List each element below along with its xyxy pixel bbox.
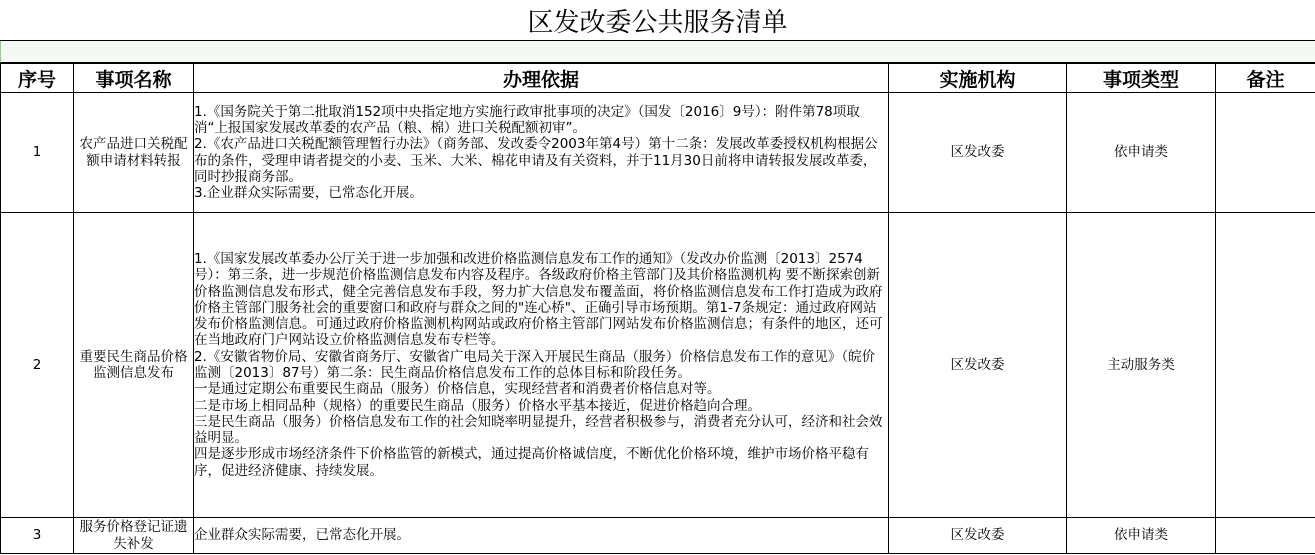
table-row [1,93,1315,213]
header-item-name[interactable]: 事项名称 [74,64,194,93]
cell-index[interactable]: 3 [1,518,74,554]
basis-line: 1.《国务院关于第二批取消152项中央指定地方实施行政审批事项的决定》（国发〔2016〕9号）：附件第78项取消“上报国家发展改革委的农产品（粮、棉）进口关税配额初审”。 [194,103,860,136]
basis-line: 四是逐步形成市场经济条件下价格监管的新模式，通过提高价格诚信度，不断优化价格环境，维护市场价格平稳有序，促进经济健康、持续发展。 [194,446,869,479]
cell-agency[interactable]: 区发改委 [889,213,1067,518]
header-type[interactable]: 事项类型 [1067,64,1216,93]
cell-note[interactable] [1216,213,1315,518]
cell-item-name[interactable]: 重要民生商品价格监测信息发布 [74,213,194,518]
cell-index[interactable]: 2 [1,213,74,518]
basis-line: 1.《国家发展改革委办公厅关于进一步加强和改进价格监测信息发布工作的通知》（发改办价监测〔2013〕2574号）：第三条，进一步规范价格监测信息发布内容及程序。各级政府价格主管部门及其价格监测机构 要不断探索创新价格监测信息发布形式，健全完善信息发布手段，努力扩大信息发布覆盖面，将价格监测信息发布工作打造成为政府价格主管部门服务社会的重要窗口和政府与群众之间的"连心桥"、正确引导市场预期。第1-7条规定：通过政府网站发布价格监测信息。可通过政府价格监测机构网站或政府价格主管部门网站发布价格监测信息；有条件的地区，还可在当地政府门户网站设立价格监测信息发布专栏等。 [194,250,883,349]
cell-type[interactable]: 依申请类 [1067,518,1216,554]
cell-basis[interactable] [194,93,889,213]
cell-index[interactable]: 1 [1,93,74,213]
cell-item-name[interactable]: 服务价格登记证遗失补发 [74,518,194,554]
header-index[interactable]: 序号 [1,64,74,93]
basis-line: 企业群众实际需要，已常态化开展。 [194,527,410,544]
cell-type[interactable]: 主动服务类 [1067,213,1216,518]
table-row [1,213,1315,518]
sheet-title[interactable]: 区发改委公共服务清单 [0,0,1315,41]
table-row [1,518,1315,554]
cell-basis[interactable] [194,518,889,554]
cell-item-name[interactable]: 农产品进口关税配额申请材料转报 [74,93,194,213]
service-list-table [0,63,1315,554]
basis-line: 二是市场上相同品种（规格）的重要民生商品（服务）价格水平基本接近，促进价格趋向合理。 [194,397,761,414]
basis-line: 三是民生商品（服务）价格信息发布工作的社会知晓率明显提升，经营者积极参与，消费者充分认可，经济和社会效益明显。 [194,413,883,447]
header-basis[interactable]: 办理依据 [194,64,889,93]
header-agency[interactable]: 实施机构 [889,64,1067,93]
basis-line: 2.《农产品进口关税配额管理暂行办法》（商务部、发改委令2003年第4号）第十二条：发展改革委授权机构根据公布的条件，受理申请者提交的小麦、玉米、大米、棉花申请及有关资料，并于11月30日前将申请转报发展改革委，同时抄报商务部。 [194,136,878,185]
basis-line: 一是通过定期公布重要民生商品（服务）价格信息，实现经营者和消费者价格信息对等。 [194,381,721,398]
cell-agency[interactable]: 区发改委 [889,93,1067,213]
empty-row[interactable] [0,41,1315,63]
cell-type[interactable]: 依申请类 [1067,93,1216,213]
table-header-row [1,64,1315,93]
cell-basis[interactable] [194,213,889,518]
cell-note[interactable] [1216,93,1315,213]
header-note[interactable]: 备注 [1216,64,1315,93]
basis-line: 2.《安徽省物价局、安徽省商务厅、安徽省广电局关于深入开展民生商品（服务）价格信息发布工作的意见》（皖价监测〔2013〕87号）第二条：民生商品价格信息发布工作的总体目标和阶段任务。 [194,348,876,381]
cell-agency[interactable]: 区发改委 [889,518,1067,554]
basis-line: 3.企业群众实际需要，已常态化开展。 [194,185,423,202]
cell-note[interactable] [1216,518,1315,554]
